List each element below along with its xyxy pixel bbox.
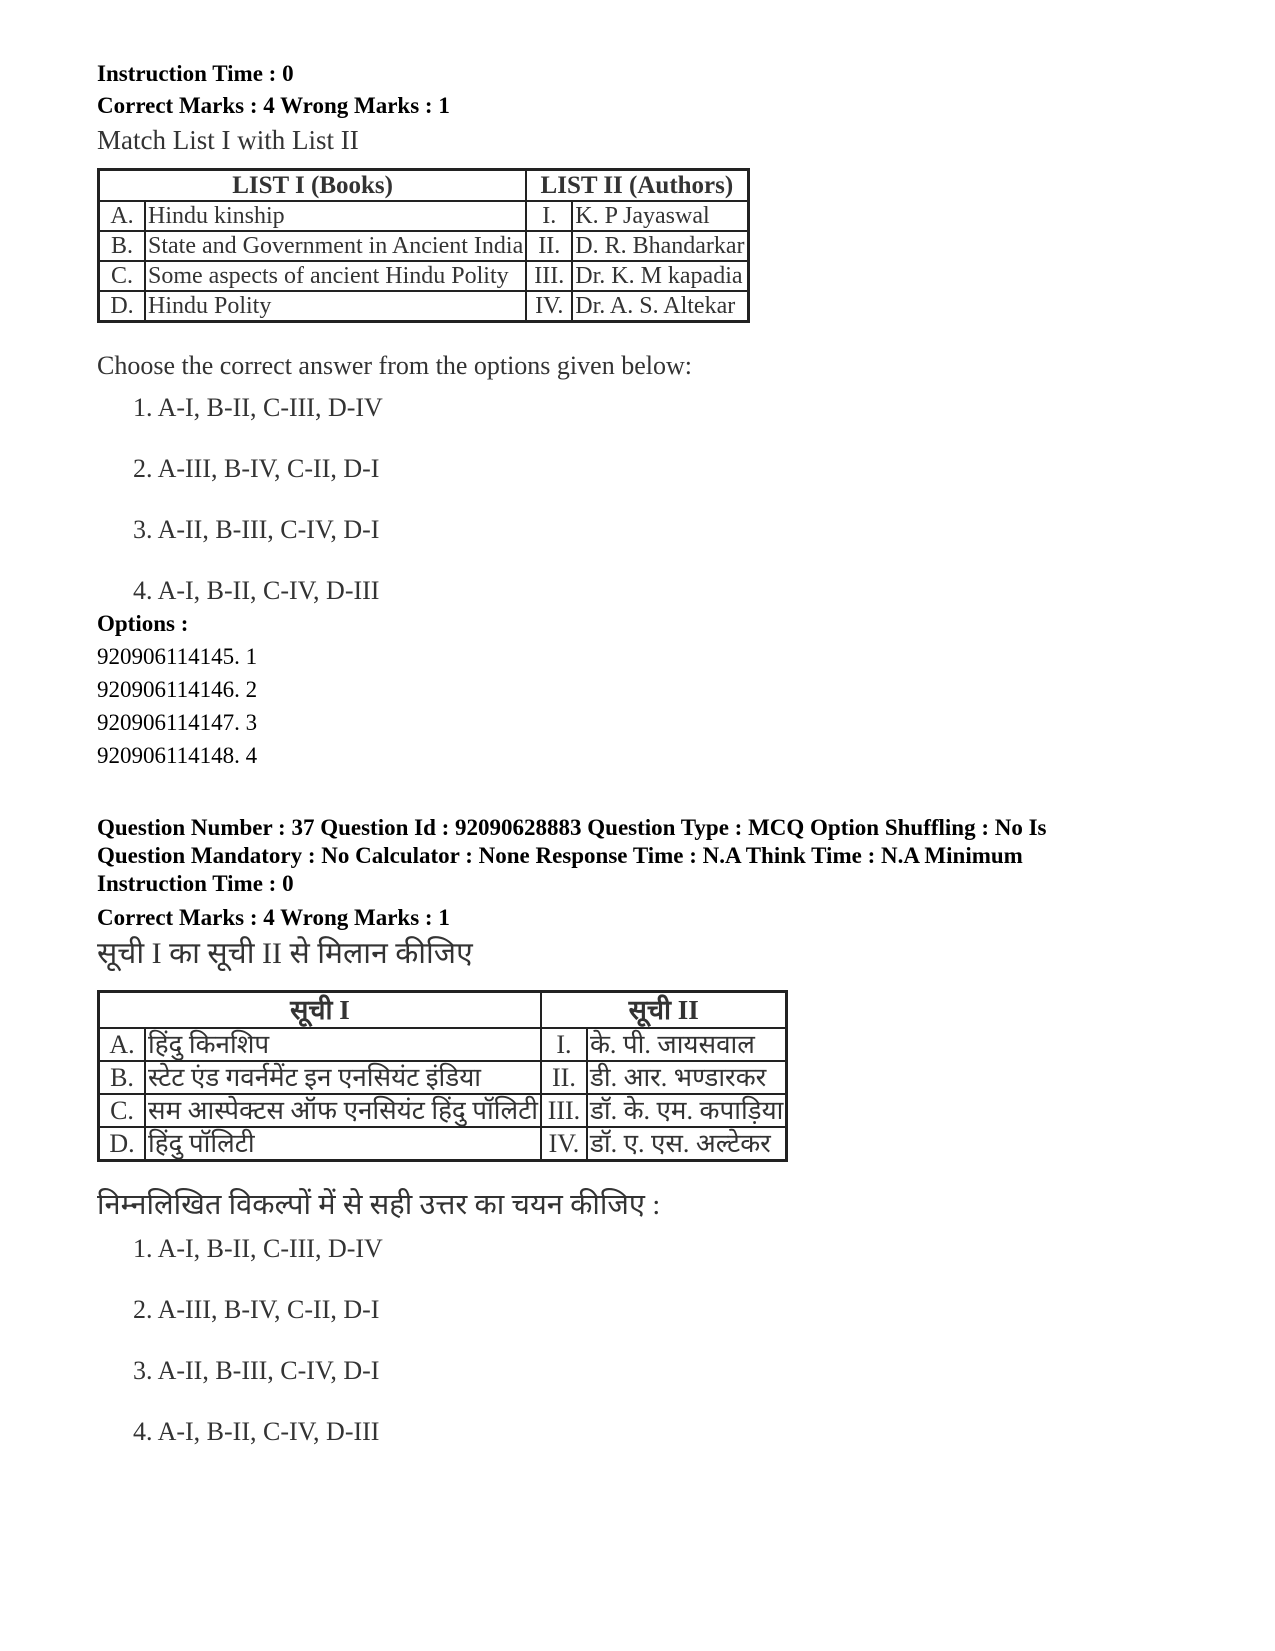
table-row xyxy=(99,1127,787,1161)
q36-instruction-time: Instruction Time : 0 xyxy=(97,61,294,86)
q36-question-text: Match List I with List II xyxy=(97,125,359,155)
author-cell: Dr. K. M kapadia xyxy=(572,261,748,291)
q37-section xyxy=(97,814,1217,1449)
table-row xyxy=(99,261,749,291)
document-page xyxy=(97,58,1217,1449)
option-id-4: 920906114148. 4 xyxy=(97,743,258,768)
row-numeral: III. xyxy=(526,261,572,291)
author-cell: Dr. A. S. Altekar xyxy=(572,291,748,322)
q37-question-text: सूची I का सूची II से मिलान कीजिए xyxy=(97,937,473,970)
q36-answer-list xyxy=(133,391,1217,608)
author-cell: डॉ. के. एम. कपाड़िया xyxy=(587,1094,787,1127)
book-cell: हिंदु किनशिप xyxy=(145,1028,541,1061)
q36-choose-instruction: Choose the correct answer from the options given below: xyxy=(97,351,692,380)
author-cell: के. पी. जायसवाल xyxy=(587,1028,787,1061)
q37-list1-header: सूची I xyxy=(99,992,541,1029)
row-numeral: IV. xyxy=(541,1127,587,1161)
table-row xyxy=(99,1028,787,1061)
answer-choice-4: 4. A-I, B-II, C-IV, D-III xyxy=(133,1417,380,1446)
answer-choice-1: 1. A-I, B-II, C-III, D-IV xyxy=(133,393,383,422)
row-numeral: I. xyxy=(526,201,572,231)
row-numeral: IV. xyxy=(526,291,572,322)
q37-answer-list xyxy=(133,1232,1217,1449)
row-numeral: II. xyxy=(541,1061,587,1094)
row-letter: A. xyxy=(99,201,146,231)
q37-match-table xyxy=(97,990,788,1162)
q36-list2-header: LIST II (Authors) xyxy=(526,170,748,202)
q36-marks: Correct Marks : 4 Wrong Marks : 1 xyxy=(97,93,450,118)
row-letter: D. xyxy=(99,1127,146,1161)
author-cell: डी. आर. भण्डारकर xyxy=(587,1061,787,1094)
book-cell: Hindu Polity xyxy=(145,291,526,322)
table-row xyxy=(99,1061,787,1094)
row-letter: C. xyxy=(99,261,146,291)
book-cell: State and Government in Ancient India xyxy=(145,231,526,261)
book-cell: Some aspects of ancient Hindu Polity xyxy=(145,261,526,291)
q37-list2-header: सूची II xyxy=(541,992,787,1029)
row-letter: B. xyxy=(99,231,146,261)
author-cell: K. P Jayaswal xyxy=(572,201,748,231)
row-numeral: II. xyxy=(526,231,572,261)
book-cell: सम आस्पेक्टस ऑफ एनसियंट हिंदु पॉलिटी xyxy=(145,1094,541,1127)
q37-meta-line-1: Question Number : 37 Question Id : 92090628883 Question Type : MCQ Option Shuffling : No Is xyxy=(97,815,1047,840)
row-letter: D. xyxy=(99,291,146,322)
answer-choice-3: 3. A-II, B-III, C-IV, D-I xyxy=(133,1356,380,1385)
q36-list1-header: LIST I (Books) xyxy=(99,170,527,202)
table-row xyxy=(99,231,749,261)
q36-options-label: Options : xyxy=(97,611,189,636)
option-id-2: 920906114146. 2 xyxy=(97,677,258,702)
row-numeral: III. xyxy=(541,1094,587,1127)
book-cell: हिंदु पॉलिटी xyxy=(145,1127,541,1161)
table-row xyxy=(99,291,749,322)
row-letter: C. xyxy=(99,1094,146,1127)
table-row xyxy=(99,201,749,231)
table-row xyxy=(99,1094,787,1127)
answer-choice-2: 2. A-III, B-IV, C-II, D-I xyxy=(133,1295,380,1324)
q36-match-table xyxy=(97,168,750,323)
answer-choice-1: 1. A-I, B-II, C-III, D-IV xyxy=(133,1234,383,1263)
row-letter: B. xyxy=(99,1061,146,1094)
q37-meta-line-3: Instruction Time : 0 xyxy=(97,871,294,896)
book-cell: Hindu kinship xyxy=(145,201,526,231)
answer-choice-3: 3. A-II, B-III, C-IV, D-I xyxy=(133,515,380,544)
q37-meta-line-2: Question Mandatory : No Calculator : None Response Time : N.A Think Time : N.A Minimum xyxy=(97,843,1023,868)
row-numeral: I. xyxy=(541,1028,587,1061)
book-cell: स्टेट एंड गवर्नमेंट इन एनसियंट इंडिया xyxy=(145,1061,541,1094)
option-id-1: 920906114145. 1 xyxy=(97,644,258,669)
option-id-3: 920906114147. 3 xyxy=(97,710,258,735)
author-cell: D. R. Bhandarkar xyxy=(572,231,748,261)
answer-choice-4: 4. A-I, B-II, C-IV, D-III xyxy=(133,576,380,605)
author-cell: डॉ. ए. एस. अल्टेकर xyxy=(587,1127,787,1161)
q37-marks: Correct Marks : 4 Wrong Marks : 1 xyxy=(97,905,450,930)
row-letter: A. xyxy=(99,1028,146,1061)
q36-section xyxy=(97,58,1217,772)
answer-choice-2: 2. A-III, B-IV, C-II, D-I xyxy=(133,454,380,483)
q37-choose-instruction: निम्नलिखित विकल्पों में से सही उत्तर का चयन कीजिए : xyxy=(97,1189,661,1221)
